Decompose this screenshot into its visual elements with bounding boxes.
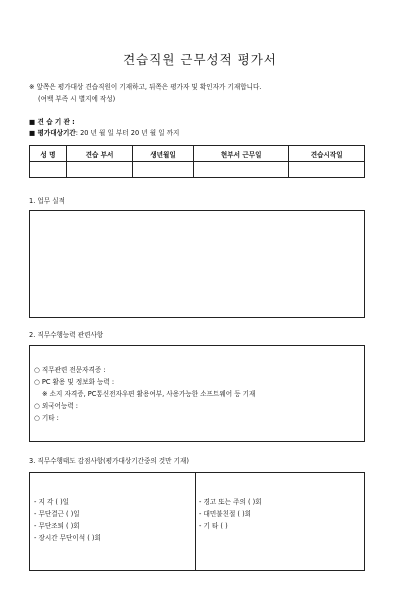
col-birthdate: 생년월일	[133, 146, 194, 162]
institution-label: ■ 견 습 기 관 :	[29, 118, 75, 126]
period-label: ■ 평가대상기간	[29, 129, 76, 137]
deduction-warning: - 경고 또는 주의 ( )회	[199, 498, 262, 506]
table-row	[30, 162, 365, 178]
deduction-away: - 장시간 무단이석 ( )회	[34, 534, 101, 542]
col-department: 견습 부서	[66, 146, 132, 162]
table-header-row	[30, 146, 365, 162]
competency-item-other: ○ 기타 :	[34, 414, 59, 422]
info-table	[29, 145, 365, 178]
col-name: 성 명	[30, 146, 67, 162]
competency-item-certificates: ○ 직무관련 전문자격증 :	[34, 366, 106, 374]
cell-start-date[interactable]	[289, 162, 365, 178]
work-performance-box[interactable]	[29, 210, 365, 318]
deduction-late: - 지 각 ( )일	[34, 498, 70, 506]
period-value: : 20 년 월 일 부터 20 년 월 일 까지	[75, 129, 180, 137]
deduction-other: - 기 타 ( )	[199, 522, 228, 530]
cell-birthdate[interactable]	[133, 162, 194, 178]
competency-item-language: ○ 외국어능력 :	[34, 402, 79, 410]
section2-heading: 2. 직무수행능력 관련사항	[29, 331, 104, 339]
deduction-early-leave: - 무단조퇴 ( )회	[34, 522, 80, 530]
cell-name[interactable]	[30, 162, 67, 178]
period-row	[29, 130, 179, 137]
note-line-2: (여백 부족 시 별지에 작성)	[38, 95, 116, 103]
note-line-1: ※ 앞쪽은 평가대상 견습직원이 기재하고, 뒤쪽은 평가자 및 확인자가 기재합니다.	[29, 83, 262, 91]
deduction-unkindness: - 대민불친절 ( )회	[199, 510, 252, 518]
competency-note: ※ 소지 자격증, PC통신전자우편 활용여부, 사용가능한 소프트웨어 등 기재	[42, 390, 256, 398]
cell-current-dept-date[interactable]	[193, 162, 288, 178]
col-start-date: 견습시작일	[289, 146, 365, 162]
page-title: 견습직원 근무성적 평가서	[123, 52, 277, 67]
competency-box[interactable]	[29, 345, 365, 442]
competency-item-pc: ○ PC 활용 및 정보화 능력 :	[34, 378, 115, 386]
attitude-divider	[195, 473, 196, 570]
attitude-box[interactable]	[29, 472, 365, 571]
section3-heading: 3. 직무수행태도 감점사항(평가대상기간중의 것만 기재)	[29, 457, 189, 465]
cell-department[interactable]	[66, 162, 132, 178]
deduction-absence: - 무단결근 ( )일	[34, 510, 80, 518]
section1-heading: 1. 업무 실적	[29, 197, 65, 205]
col-current-dept-date: 현부서 근무일	[193, 146, 288, 162]
